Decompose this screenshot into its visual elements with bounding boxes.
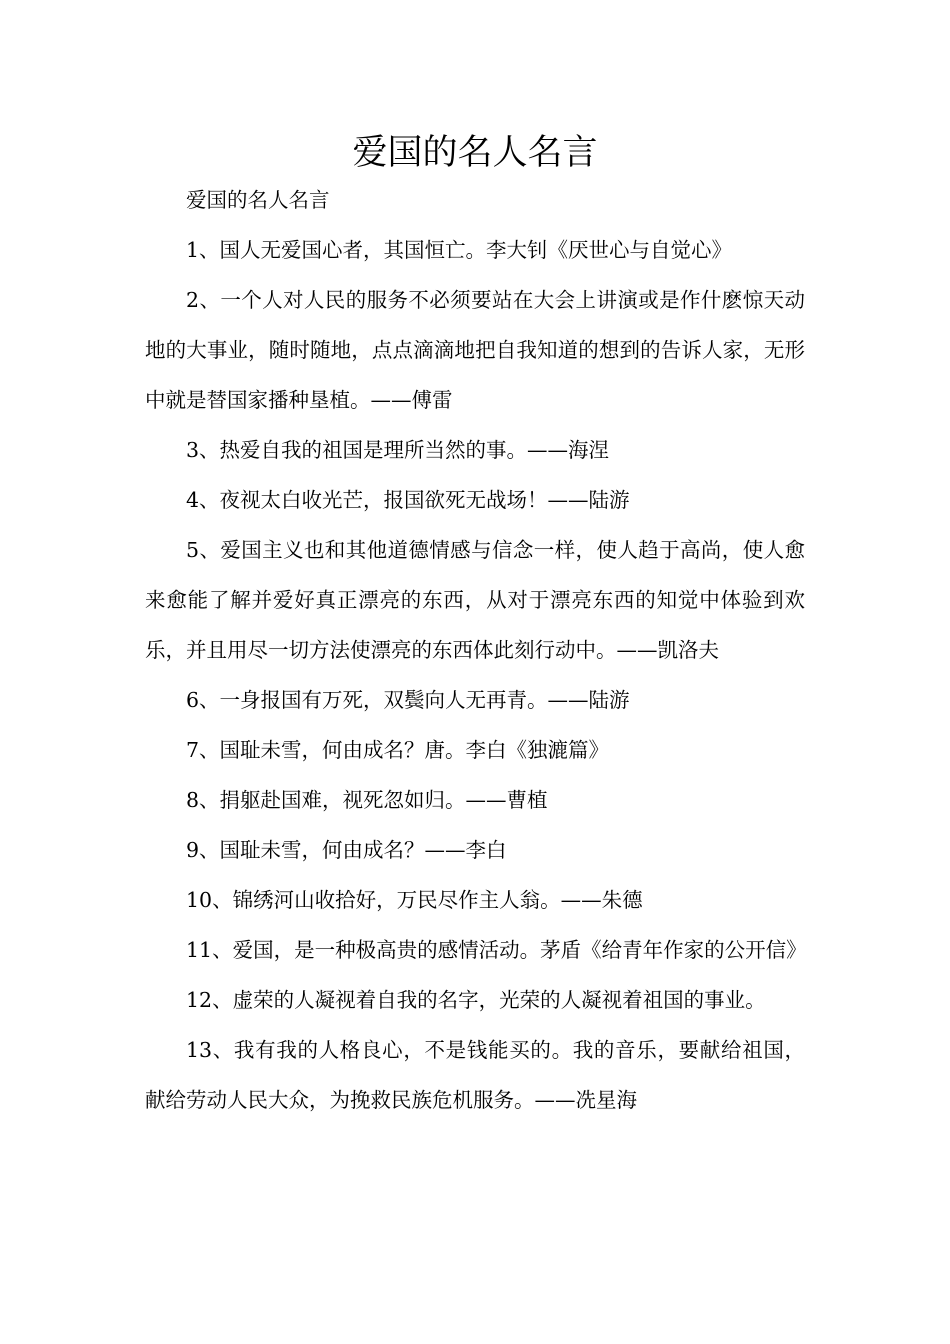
quote-5: 5、爱国主义也和其他道德情感与信念一样，使人趋于高尚，使人愈来愈能了解并爱好真正漂亮的东西，从对于漂亮东西的知觉中体验到欢乐，并且用尽一切方法使漂亮的东西体此刻行动中。——凯洛夫	[145, 538, 805, 662]
quote-7: 7、国耻未雪，何由成名？唐。李白《独漉篇》	[186, 738, 610, 762]
document-title: 爱国的名人名言	[352, 133, 598, 173]
quote-4: 4、夜视太白收光芒，报国欲死无战场！——陆游	[186, 488, 630, 512]
quote-13: 13、我有我的人格良心，不是钱能买的。我的音乐，要献给祖国，献给劳动人民大众，为挽救民族危机服务。——冼星海	[145, 1038, 805, 1112]
quote-9: 9、国耻未雪，何由成名？——李白	[186, 838, 507, 862]
quote-10: 10、锦绣河山收拾好，万民尽作主人翁。——朱德	[186, 888, 643, 912]
quote-6: 6、一身报国有万死，双鬓向人无再青。——陆游	[186, 688, 630, 712]
quote-1: 1、国人无爱国心者，其国恒亡。李大钊《厌世心与自觉心》	[186, 238, 733, 262]
quote-8: 8、捐躯赴国难，视死忽如归。——曹植	[186, 788, 548, 812]
quote-11: 11、爱国，是一种极高贵的感情活动。茅盾《给青年作家的公开信》	[186, 938, 807, 962]
document-body	[145, 175, 805, 1125]
quote-3: 3、热爱自我的祖国是理所当然的事。——海涅	[186, 438, 610, 462]
paragraph-heading: 爱国的名人名言	[186, 188, 330, 212]
quote-2: 2、一个人对人民的服务不必须要站在大会上讲演或是作什麽惊天动地的大事业，随时随地，点点滴滴地把自我知道的想到的告诉人家，无形中就是替国家播种垦植。——傅雷	[145, 288, 805, 412]
quote-12: 12、虚荣的人凝视着自我的名字，光荣的人凝视着祖国的事业。	[186, 988, 766, 1012]
